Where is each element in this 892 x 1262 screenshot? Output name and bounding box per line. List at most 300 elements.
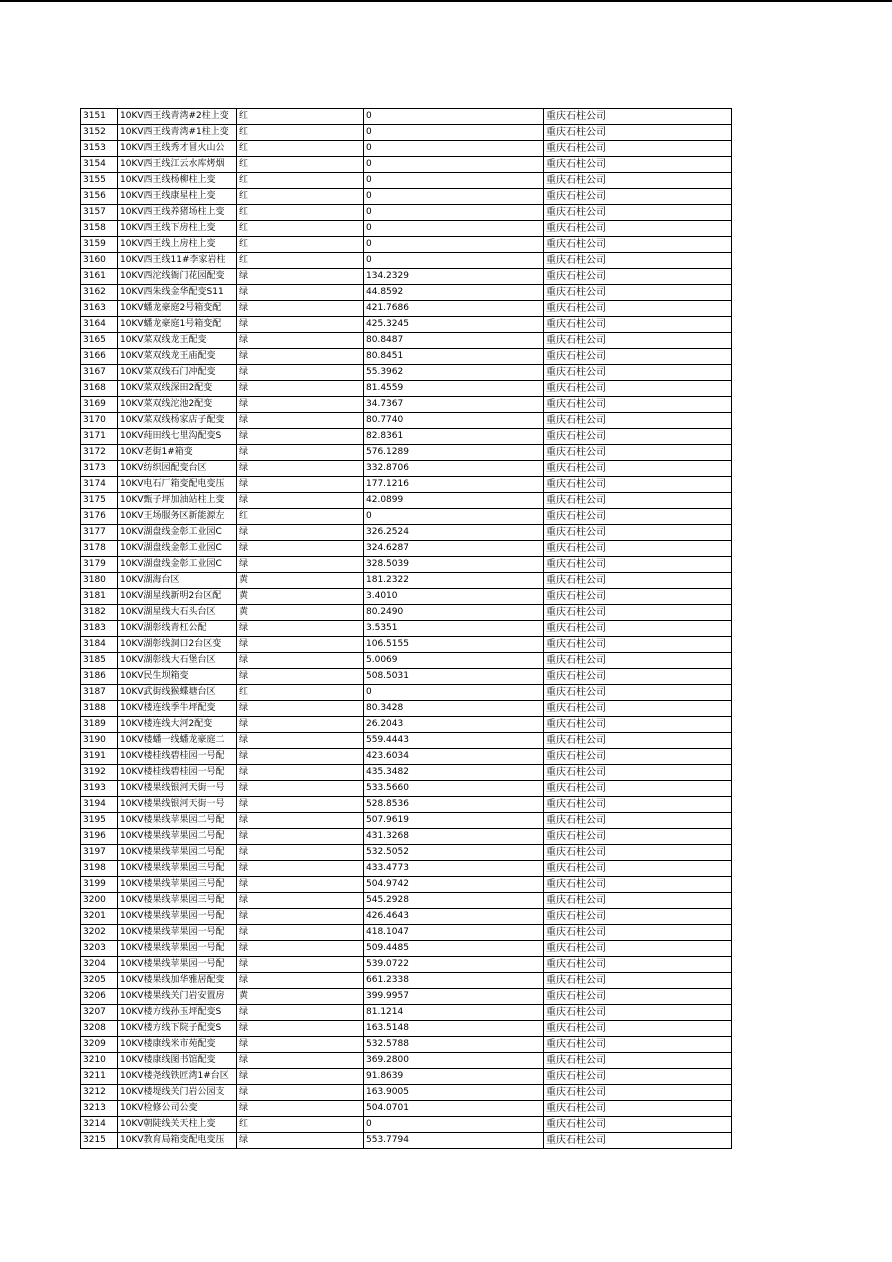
status-color-cell: 红 (237, 221, 364, 237)
status-color-cell: 绿 (237, 653, 364, 669)
station-name-cell: 10KV楼果线银河天街一号 (118, 781, 237, 797)
station-name-cell: 10KV西沱线衙门花园配变 (118, 269, 237, 285)
table-row (81, 925, 732, 941)
status-color-cell: 红 (237, 189, 364, 205)
table-row (81, 877, 732, 893)
table-row (81, 333, 732, 349)
load-value-cell: 533.5660 (364, 781, 544, 797)
row-index-cell: 3176 (81, 509, 118, 525)
row-index-cell: 3174 (81, 477, 118, 493)
table-row (81, 1005, 732, 1021)
status-color-cell: 绿 (237, 301, 364, 317)
status-color-cell: 绿 (237, 381, 364, 397)
company-name-cell: 重庆石柱公司 (544, 173, 732, 189)
station-name-cell: 10KV楼蟠一线蟠龙豪庭二 (118, 733, 237, 749)
company-name-cell: 重庆石柱公司 (544, 589, 732, 605)
company-name-cell: 重庆石柱公司 (544, 653, 732, 669)
company-name-cell: 重庆石柱公司 (544, 237, 732, 253)
company-name-cell: 重庆石柱公司 (544, 941, 732, 957)
row-index-cell: 3159 (81, 237, 118, 253)
row-index-cell: 3169 (81, 397, 118, 413)
station-name-cell: 10KV湖盘线金彰工业园C (118, 557, 237, 573)
company-name-cell: 重庆石柱公司 (544, 637, 732, 653)
station-name-cell: 10KV电石厂箱变配电变压 (118, 477, 237, 493)
company-name-cell: 重庆石柱公司 (544, 1133, 732, 1149)
row-index-cell: 3171 (81, 429, 118, 445)
row-index-cell: 3175 (81, 493, 118, 509)
company-name-cell: 重庆石柱公司 (544, 429, 732, 445)
row-index-cell: 3185 (81, 653, 118, 669)
status-color-cell: 绿 (237, 957, 364, 973)
row-index-cell: 3193 (81, 781, 118, 797)
load-value-cell: 328.5039 (364, 557, 544, 573)
row-index-cell: 3191 (81, 749, 118, 765)
status-color-cell: 绿 (237, 413, 364, 429)
table-row (81, 157, 732, 173)
station-name-cell: 10KV楼尧线铁匠湾1#台区 (118, 1069, 237, 1085)
load-value-cell: 106.5155 (364, 637, 544, 653)
row-index-cell: 3205 (81, 973, 118, 989)
load-value-cell: 508.5031 (364, 669, 544, 685)
load-value-cell: 80.8451 (364, 349, 544, 365)
row-index-cell: 3200 (81, 893, 118, 909)
company-name-cell: 重庆石柱公司 (544, 989, 732, 1005)
table-row (81, 525, 732, 541)
company-name-cell: 重庆石柱公司 (544, 813, 732, 829)
table-row (81, 845, 732, 861)
station-name-cell: 10KV蟠龙豪庭2号箱变配 (118, 301, 237, 317)
load-value-cell: 44.8592 (364, 285, 544, 301)
station-name-cell: 10KV楼果线苹果园三号配 (118, 893, 237, 909)
row-index-cell: 3202 (81, 925, 118, 941)
table-row (81, 893, 732, 909)
table-row (81, 541, 732, 557)
table-row (81, 957, 732, 973)
station-name-cell: 10KV楼果线苹果园二号配 (118, 829, 237, 845)
company-name-cell: 重庆石柱公司 (544, 765, 732, 781)
load-value-cell: 576.1289 (364, 445, 544, 461)
load-value-cell: 0 (364, 173, 544, 189)
row-index-cell: 3164 (81, 317, 118, 333)
table-row (81, 1133, 732, 1149)
station-name-cell: 10KV湖盘线金彰工业园C (118, 525, 237, 541)
row-index-cell: 3153 (81, 141, 118, 157)
load-value-cell: 435.3482 (364, 765, 544, 781)
table-row (81, 493, 732, 509)
company-name-cell: 重庆石柱公司 (544, 1021, 732, 1037)
status-color-cell: 黄 (237, 605, 364, 621)
status-color-cell: 绿 (237, 429, 364, 445)
status-color-cell: 绿 (237, 797, 364, 813)
row-index-cell: 3184 (81, 637, 118, 653)
company-name-cell: 重庆石柱公司 (544, 749, 732, 765)
status-color-cell: 绿 (237, 285, 364, 301)
load-value-cell: 42.0899 (364, 493, 544, 509)
company-name-cell: 重庆石柱公司 (544, 157, 732, 173)
load-value-cell: 0 (364, 125, 544, 141)
row-index-cell: 3206 (81, 989, 118, 1005)
station-name-cell: 10KV菜双线龙王配变 (118, 333, 237, 349)
company-name-cell: 重庆石柱公司 (544, 877, 732, 893)
row-index-cell: 3198 (81, 861, 118, 877)
status-color-cell: 绿 (237, 1021, 364, 1037)
table-row (81, 125, 732, 141)
company-name-cell: 重庆石柱公司 (544, 413, 732, 429)
load-value-cell: 80.8487 (364, 333, 544, 349)
row-index-cell: 3180 (81, 573, 118, 589)
company-name-cell: 重庆石柱公司 (544, 557, 732, 573)
row-index-cell: 3190 (81, 733, 118, 749)
company-name-cell: 重庆石柱公司 (544, 973, 732, 989)
status-color-cell: 绿 (237, 813, 364, 829)
row-index-cell: 3170 (81, 413, 118, 429)
table-row (81, 781, 732, 797)
row-index-cell: 3163 (81, 301, 118, 317)
row-index-cell: 3188 (81, 701, 118, 717)
load-value-cell: 0 (364, 141, 544, 157)
row-index-cell: 3208 (81, 1021, 118, 1037)
status-color-cell: 红 (237, 205, 364, 221)
company-name-cell: 重庆石柱公司 (544, 477, 732, 493)
row-index-cell: 3181 (81, 589, 118, 605)
load-value-cell: 80.7740 (364, 413, 544, 429)
station-name-cell: 10KV楼果线苹果园一号配 (118, 957, 237, 973)
station-name-cell: 10KV西王线杨柳柱上变 (118, 173, 237, 189)
station-name-cell: 10KV西王线上房柱上变 (118, 237, 237, 253)
status-color-cell: 绿 (237, 397, 364, 413)
row-index-cell: 3215 (81, 1133, 118, 1149)
table-row (81, 173, 732, 189)
status-color-cell: 绿 (237, 701, 364, 717)
company-name-cell: 重庆石柱公司 (544, 301, 732, 317)
company-name-cell: 重庆石柱公司 (544, 381, 732, 397)
status-color-cell: 绿 (237, 445, 364, 461)
status-color-cell: 红 (237, 509, 364, 525)
row-index-cell: 3210 (81, 1053, 118, 1069)
status-color-cell: 黄 (237, 589, 364, 605)
status-color-cell: 绿 (237, 829, 364, 845)
load-value-cell: 81.4559 (364, 381, 544, 397)
company-name-cell: 重庆石柱公司 (544, 125, 732, 141)
table-row (81, 701, 732, 717)
load-value-cell: 426.4643 (364, 909, 544, 925)
company-name-cell: 重庆石柱公司 (544, 541, 732, 557)
status-color-cell: 绿 (237, 1005, 364, 1021)
company-name-cell: 重庆石柱公司 (544, 781, 732, 797)
status-color-cell: 红 (237, 109, 364, 125)
table-row (81, 221, 732, 237)
station-name-cell: 10KV楼果线苹果园一号配 (118, 925, 237, 941)
load-value-cell: 0 (364, 189, 544, 205)
status-color-cell: 绿 (237, 525, 364, 541)
company-name-cell: 重庆石柱公司 (544, 893, 732, 909)
load-value-cell: 163.9005 (364, 1085, 544, 1101)
table-row (81, 205, 732, 221)
status-color-cell: 绿 (237, 541, 364, 557)
station-name-cell: 10KV楼堤线关门岩公园支 (118, 1085, 237, 1101)
table-row (81, 1053, 732, 1069)
row-index-cell: 3161 (81, 269, 118, 285)
row-index-cell: 3195 (81, 813, 118, 829)
table-row (81, 669, 732, 685)
row-index-cell: 3194 (81, 797, 118, 813)
row-index-cell: 3158 (81, 221, 118, 237)
load-value-cell: 181.2322 (364, 573, 544, 589)
station-name-cell: 10KV楼连线季牛坪配变 (118, 701, 237, 717)
station-name-cell: 10KV楼果线苹果园二号配 (118, 813, 237, 829)
company-name-cell: 重庆石柱公司 (544, 461, 732, 477)
load-value-cell: 509.4485 (364, 941, 544, 957)
company-name-cell: 重庆石柱公司 (544, 333, 732, 349)
load-value-cell: 553.7794 (364, 1133, 544, 1149)
table-row (81, 141, 732, 157)
table-row (81, 109, 732, 125)
row-index-cell: 3183 (81, 621, 118, 637)
company-name-cell: 重庆石柱公司 (544, 717, 732, 733)
station-name-cell: 10KV楼桂线碧桂园一号配 (118, 749, 237, 765)
load-value-cell: 421.7686 (364, 301, 544, 317)
load-value-cell: 423.6034 (364, 749, 544, 765)
company-name-cell: 重庆石柱公司 (544, 573, 732, 589)
row-index-cell: 3160 (81, 253, 118, 269)
station-name-cell: 10KV楼果线银河天街一号 (118, 797, 237, 813)
row-index-cell: 3152 (81, 125, 118, 141)
station-name-cell: 10KV西王线江云水库烤烟 (118, 157, 237, 173)
table-row (81, 637, 732, 653)
status-color-cell: 绿 (237, 845, 364, 861)
row-index-cell: 3199 (81, 877, 118, 893)
status-color-cell: 绿 (237, 909, 364, 925)
load-value-cell: 433.4773 (364, 861, 544, 877)
status-color-cell: 黄 (237, 989, 364, 1005)
station-name-cell: 10KV西王线11#李家岩柱 (118, 253, 237, 269)
load-value-cell: 399.9957 (364, 989, 544, 1005)
status-color-cell: 绿 (237, 765, 364, 781)
station-name-cell: 10KV纺织园配变台区 (118, 461, 237, 477)
status-color-cell: 绿 (237, 1069, 364, 1085)
company-name-cell: 重庆石柱公司 (544, 509, 732, 525)
row-index-cell: 3166 (81, 349, 118, 365)
status-color-cell: 红 (237, 157, 364, 173)
page-top-border (0, 0, 892, 2)
row-index-cell: 3156 (81, 189, 118, 205)
load-value-cell: 559.4443 (364, 733, 544, 749)
status-color-cell: 绿 (237, 557, 364, 573)
station-name-cell: 10KV楼康线图书馆配变 (118, 1053, 237, 1069)
row-index-cell: 3168 (81, 381, 118, 397)
company-name-cell: 重庆石柱公司 (544, 445, 732, 461)
row-index-cell: 3212 (81, 1085, 118, 1101)
station-name-cell: 10KV湖盘线金彰工业园C (118, 541, 237, 557)
table-row (81, 989, 732, 1005)
table-row (81, 509, 732, 525)
status-color-cell: 绿 (237, 621, 364, 637)
station-name-cell: 10KV楼连线大河2配变 (118, 717, 237, 733)
row-index-cell: 3173 (81, 461, 118, 477)
load-value-cell: 91.8639 (364, 1069, 544, 1085)
company-name-cell: 重庆石柱公司 (544, 141, 732, 157)
status-color-cell: 绿 (237, 893, 364, 909)
table-row (81, 749, 732, 765)
load-value-cell: 532.5052 (364, 845, 544, 861)
company-name-cell: 重庆石柱公司 (544, 221, 732, 237)
status-color-cell: 绿 (237, 717, 364, 733)
load-value-cell: 0 (364, 109, 544, 125)
station-name-cell: 10KV湖彰线洞口2台区变 (118, 637, 237, 653)
load-value-cell: 528.8536 (364, 797, 544, 813)
row-index-cell: 3172 (81, 445, 118, 461)
row-index-cell: 3203 (81, 941, 118, 957)
status-color-cell: 绿 (237, 1037, 364, 1053)
station-name-cell: 10KV西王线青湾#2柱上变 (118, 109, 237, 125)
load-value-cell: 661.2338 (364, 973, 544, 989)
table-row (81, 317, 732, 333)
load-value-cell: 425.3245 (364, 317, 544, 333)
table-row (81, 941, 732, 957)
station-name-cell: 10KV楼果线苹果园一号配 (118, 909, 237, 925)
load-value-cell: 55.3962 (364, 365, 544, 381)
station-name-cell: 10KV湖彰线青杠公配 (118, 621, 237, 637)
load-value-cell: 5.0069 (364, 653, 544, 669)
status-color-cell: 红 (237, 141, 364, 157)
status-color-cell: 绿 (237, 941, 364, 957)
status-color-cell: 红 (237, 685, 364, 701)
table-row (81, 269, 732, 285)
table-row (81, 461, 732, 477)
row-index-cell: 3167 (81, 365, 118, 381)
table-row (81, 285, 732, 301)
table-row (81, 733, 732, 749)
station-name-cell: 10KV教育局箱变配电变压 (118, 1133, 237, 1149)
company-name-cell: 重庆石柱公司 (544, 829, 732, 845)
load-value-cell: 3.5351 (364, 621, 544, 637)
status-color-cell: 绿 (237, 973, 364, 989)
data-table (80, 108, 732, 1149)
station-name-cell: 10KV湖星线大石头台区 (118, 605, 237, 621)
station-name-cell: 10KV甄子坪加油站柱上变 (118, 493, 237, 509)
station-name-cell: 10KV蟠龙豪庭1号箱变配 (118, 317, 237, 333)
status-color-cell: 黄 (237, 573, 364, 589)
table-row (81, 909, 732, 925)
table-row (81, 573, 732, 589)
company-name-cell: 重庆石柱公司 (544, 1037, 732, 1053)
table-row (81, 477, 732, 493)
station-name-cell: 10KV楼果线苹果园二号配 (118, 845, 237, 861)
company-name-cell: 重庆石柱公司 (544, 525, 732, 541)
load-value-cell: 34.7367 (364, 397, 544, 413)
table-row (81, 653, 732, 669)
table-row (81, 861, 732, 877)
load-value-cell: 80.3428 (364, 701, 544, 717)
company-name-cell: 重庆石柱公司 (544, 845, 732, 861)
station-name-cell: 10KV朝陡线关天柱上变 (118, 1117, 237, 1133)
company-name-cell: 重庆石柱公司 (544, 605, 732, 621)
load-value-cell: 332.8706 (364, 461, 544, 477)
company-name-cell: 重庆石柱公司 (544, 621, 732, 637)
station-name-cell: 10KV西王线康星柱上变 (118, 189, 237, 205)
status-color-cell: 绿 (237, 1053, 364, 1069)
status-color-cell: 绿 (237, 669, 364, 685)
table-row (81, 685, 732, 701)
row-index-cell: 3182 (81, 605, 118, 621)
company-name-cell: 重庆石柱公司 (544, 189, 732, 205)
row-index-cell: 3196 (81, 829, 118, 845)
table-row (81, 797, 732, 813)
load-value-cell: 369.2800 (364, 1053, 544, 1069)
station-name-cell: 10KV菜双线龙王庙配变 (118, 349, 237, 365)
status-color-cell: 绿 (237, 781, 364, 797)
load-value-cell: 431.3268 (364, 829, 544, 845)
status-color-cell: 绿 (237, 1101, 364, 1117)
table-row (81, 349, 732, 365)
station-name-cell: 10KV民生坝箱变 (118, 669, 237, 685)
company-name-cell: 重庆石柱公司 (544, 701, 732, 717)
table-row (81, 1037, 732, 1053)
load-value-cell: 0 (364, 205, 544, 221)
load-value-cell: 0 (364, 221, 544, 237)
row-index-cell: 3165 (81, 333, 118, 349)
station-name-cell: 10KV老街1#箱变 (118, 445, 237, 461)
company-name-cell: 重庆石柱公司 (544, 349, 732, 365)
load-value-cell: 0 (364, 1117, 544, 1133)
status-color-cell: 绿 (237, 349, 364, 365)
table-row (81, 1117, 732, 1133)
status-color-cell: 绿 (237, 1133, 364, 1149)
table-row (81, 381, 732, 397)
company-name-cell: 重庆石柱公司 (544, 365, 732, 381)
table-row (81, 189, 732, 205)
load-value-cell: 418.1047 (364, 925, 544, 941)
station-name-cell: 10KV楼果线加华雅居配变 (118, 973, 237, 989)
company-name-cell: 重庆石柱公司 (544, 397, 732, 413)
table-row (81, 605, 732, 621)
table-row (81, 557, 732, 573)
load-value-cell: 326.2524 (364, 525, 544, 541)
row-index-cell: 3192 (81, 765, 118, 781)
table-row (81, 973, 732, 989)
load-value-cell: 545.2928 (364, 893, 544, 909)
table-row (81, 1085, 732, 1101)
load-value-cell: 539.0722 (364, 957, 544, 973)
table-row (81, 365, 732, 381)
station-name-cell: 10KV检修公司公变 (118, 1101, 237, 1117)
company-name-cell: 重庆石柱公司 (544, 861, 732, 877)
table-row (81, 445, 732, 461)
table-row (81, 237, 732, 253)
station-name-cell: 10KV西王线青湾#1柱上变 (118, 125, 237, 141)
table-row (81, 1069, 732, 1085)
load-value-cell: 26.2043 (364, 717, 544, 733)
company-name-cell: 重庆石柱公司 (544, 253, 732, 269)
station-name-cell: 10KV王场服务区新能源左 (118, 509, 237, 525)
company-name-cell: 重庆石柱公司 (544, 733, 732, 749)
company-name-cell: 重庆石柱公司 (544, 205, 732, 221)
station-name-cell: 10KV西朱线金华配变S11 (118, 285, 237, 301)
station-name-cell: 10KV菜双线沱池2配变 (118, 397, 237, 413)
status-color-cell: 红 (237, 1117, 364, 1133)
station-name-cell: 10KV西王线下房柱上变 (118, 221, 237, 237)
row-index-cell: 3177 (81, 525, 118, 541)
row-index-cell: 3201 (81, 909, 118, 925)
row-index-cell: 3162 (81, 285, 118, 301)
status-color-cell: 红 (237, 125, 364, 141)
table-row (81, 397, 732, 413)
company-name-cell: 重庆石柱公司 (544, 109, 732, 125)
station-name-cell: 10KV楼方线孙玉坪配变S (118, 1005, 237, 1021)
company-name-cell: 重庆石柱公司 (544, 925, 732, 941)
station-name-cell: 10KV楼果线关门岩安置房 (118, 989, 237, 1005)
row-index-cell: 3213 (81, 1101, 118, 1117)
